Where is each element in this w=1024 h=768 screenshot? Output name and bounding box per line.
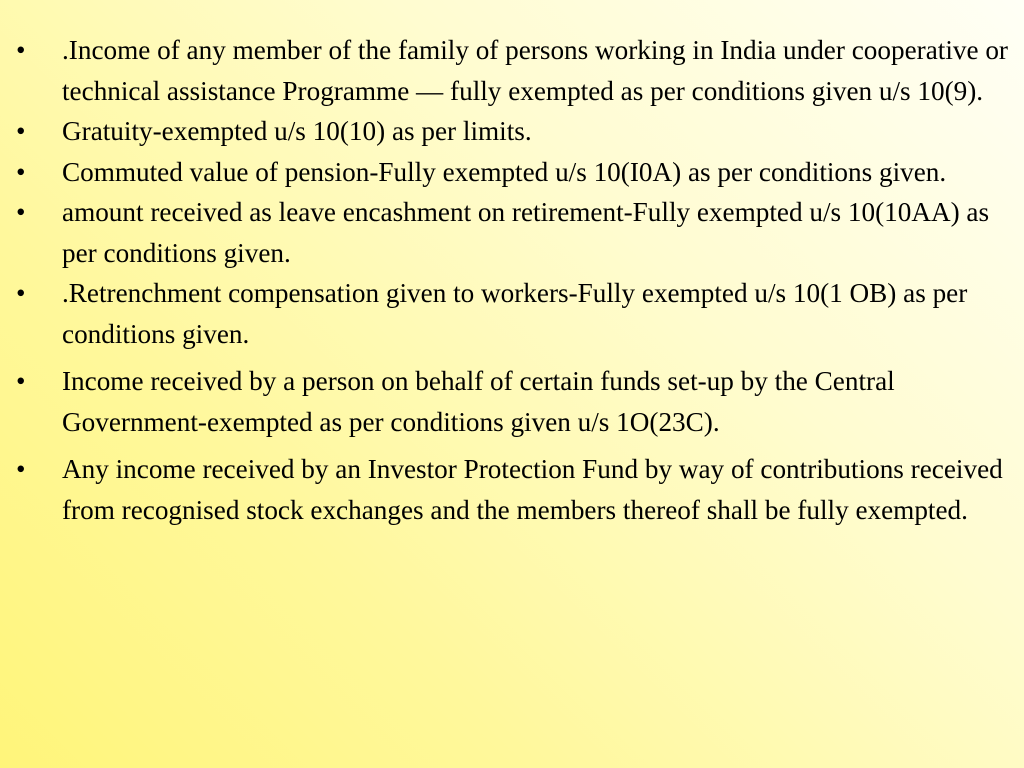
bullet-item	[8, 30, 1008, 111]
bullet-text: Income received by a person on behalf of certain funds set-up by the Central Government-exempted as per conditions given u/s 1O(23C).	[62, 366, 895, 437]
bullet-text: .Income of any member of the family of persons working in India under cooperative or technical assistance Programme — fully exempted as per conditions given u/s 10(9).	[62, 35, 1008, 106]
bullet-item	[8, 361, 1008, 442]
bullet-item	[8, 192, 1008, 273]
bullet-icon: •	[16, 35, 26, 65]
bullet-list	[8, 30, 1008, 530]
bullet-text: Any income received by an Investor Protection Fund by way of contributions received from recognised stock exchanges and the members thereof shall be fully exempted.	[62, 454, 1003, 525]
bullet-icon: •	[16, 454, 26, 484]
bullet-text: amount received as leave encashment on retirement-Fully exempted u/s 10(10AA) as per conditions given.	[62, 197, 990, 268]
bullet-text: .Retrenchment compensation given to workers-Fully exempted u/s 10(1 OB) as per conditions given.	[62, 278, 968, 349]
bullet-icon: •	[16, 156, 26, 187]
bullet-item	[8, 449, 1008, 530]
bullet-text: Commuted value of pension-Fully exempted u/s 10(I0A) as per conditions given.	[62, 156, 947, 187]
bullet-icon: •	[16, 278, 26, 308]
bullet-icon: •	[16, 197, 26, 227]
bullet-icon: •	[16, 116, 26, 146]
bullet-item	[8, 111, 1008, 152]
bullet-icon: •	[16, 366, 26, 396]
bullet-item	[8, 273, 1008, 354]
bullet-item	[8, 152, 1008, 193]
bullet-text: Gratuity-exempted u/s 10(10) as per limits.	[62, 116, 532, 146]
